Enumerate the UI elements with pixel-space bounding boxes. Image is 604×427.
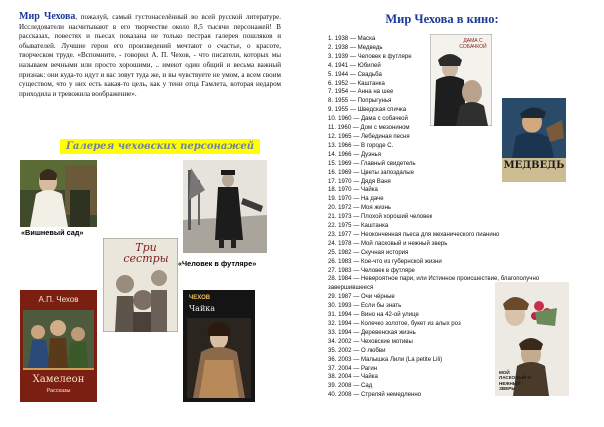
khameleon-book — [20, 290, 97, 402]
list-item: 27. 1983 — Человек в футляре — [328, 267, 415, 274]
poster1-title: ДАМА С СОБАЧКОЙ — [459, 38, 487, 50]
list-item: 6. 1952 — Каштанка — [328, 80, 385, 87]
intro-text: , пожалуй, самый густонаселённый во всей русской литературе. Исследователи насчитывают в его творчестве около 8,5 тысячи персонажей! В рассказах, повестях и пьесах показана не только пестрая галерея пошляков и обывателей. Лучшие герои его произведений мечтают о счастье, о красоте, творческом труде. «Вспомните, - говорил А. П. Чехов, - что писатели, которых мы называем вечными или просто хорошими, .. имеют один общий и весьма важный признак: они куда-то идут и вас зовут туда же, и вы чувствуете не умом, а всем своим существом, что у них есть какая-то цель, как у тени отца Гамлета, которая недаром приходила и тревожила воображение». — [19, 13, 281, 98]
list-item: 8. 1955 — Попрыгунья — [328, 98, 392, 105]
list-item: 11. 1960 — Дом с мезонином — [328, 125, 410, 132]
list-item: 2. 1938 — Медведь — [328, 44, 383, 51]
list-item: 10. 1960 — Дама с собачкой — [328, 116, 408, 123]
list-item: 29. 1987 — Очи чёрные — [328, 294, 395, 301]
list-item: 12. 1965 — Лебединая песня — [328, 133, 410, 140]
list-item: 4. 1941 — Юбилей — [328, 62, 381, 69]
list-item: 18. 1970 — Чайка — [328, 187, 378, 194]
list-item: 9. 1955 — Шведская спичка — [328, 107, 407, 114]
tri-sestry-title: Три сестры — [123, 241, 169, 265]
list-item: 3. 1939 — Человек в футляре — [328, 53, 412, 60]
list-item: 38. 2004 — Чайка — [328, 374, 378, 381]
list-item: 24. 1978 — Мой ласковый и нежный зверь — [328, 240, 448, 247]
list-item: 14. 1966 — Дуэнья — [328, 151, 381, 158]
khameleon-subtitle: Рассказы — [46, 388, 71, 394]
list-item: 40. 2008 — Стреляй немедленно — [328, 392, 422, 399]
list-item: 34. 2002 — Чеховские мотивы — [328, 338, 413, 345]
list-item: 26. 1983 — Кое-что из губернской жизни — [328, 258, 442, 265]
chaika-author: ЧЕХОВ — [189, 295, 211, 301]
dama-s-sobachkoi-poster — [430, 34, 492, 126]
list-item: 16. 1969 — Цветы запоздалые — [328, 169, 414, 176]
chaika-book — [183, 290, 255, 402]
list-item: 13. 1966 — В городе С. — [328, 142, 394, 149]
list-item: 17. 1970 — Дядя Ваня — [328, 178, 391, 185]
poster2-title: МЕДВЕДЬ — [503, 160, 565, 171]
list-item: 5. 1944 — Свадьба — [328, 71, 382, 78]
list-item: 19. 1970 — На даче — [328, 196, 384, 203]
list-item: 23. 1977 — Неоконченная пьеса для механического пианино — [328, 231, 500, 238]
list-item: 22. 1975 — Каштанка — [328, 223, 389, 230]
chelovek-v-futlyare-photo — [183, 160, 267, 253]
right-page — [302, 0, 604, 427]
vishnevyi-sad-photo — [20, 160, 97, 227]
intro-lead: Мир Чехова — [19, 11, 76, 22]
list-item: 36. 2003 — Малышка Лили (La petite Lili) — [328, 356, 443, 363]
list-item: 15. 1969 — Главный свидетель — [328, 160, 416, 167]
intro-paragraph — [19, 12, 281, 99]
film-section-title: Мир Чехова в кино: — [385, 12, 499, 26]
list-item: 25. 1982 — Скучная история — [328, 249, 409, 256]
list-item: 30. 1993 — Если бы знать — [328, 303, 402, 310]
list-item: 20. 1972 — Моя жизнь — [328, 205, 392, 212]
list-item: 37. 2004 — Рагин — [328, 365, 378, 372]
list-item: 21. 1973 — Плохой хороший человек — [328, 214, 433, 221]
medved-poster — [502, 98, 566, 182]
poster3-title: МОЙ ЛАСКОВЫЙ И НЕЖНЫЙ ЗВЕРЬ — [499, 370, 531, 392]
khameleon-author: А.П. Чехов — [38, 295, 79, 304]
list-item: 28. 1984 — Невероятное пари, или Истинное происшествие, благополучно завершившееся — [328, 276, 540, 292]
gallery-title: Галерея чеховских персонажей — [60, 139, 260, 154]
chaika-title: Чайка — [189, 304, 216, 313]
list-item: 39. 2008 — Сад — [328, 383, 373, 390]
list-item: 1. 1938 — Маска — [328, 36, 376, 42]
tri-sestry-book — [103, 238, 178, 332]
list-item: 31. 1994 — Вино на 42-ой улице — [328, 312, 419, 319]
khameleon-title: Хамелеон — [32, 374, 85, 385]
moi-laskovyi-zver-poster — [495, 282, 569, 396]
list-item: 33. 1994 — Деревенская жизнь — [328, 329, 416, 336]
list-item: 7. 1954 — Анна на шее — [328, 89, 394, 96]
vishnevyi-sad-caption: «Вишневый сад» — [21, 228, 84, 237]
list-item: 35. 2002 — О любви — [328, 347, 386, 354]
list-item: 32. 1994 — Колечко золотое, букет из алых роз — [328, 321, 461, 327]
chelovek-v-futlyare-caption: «Человек в футляре» — [178, 259, 257, 268]
